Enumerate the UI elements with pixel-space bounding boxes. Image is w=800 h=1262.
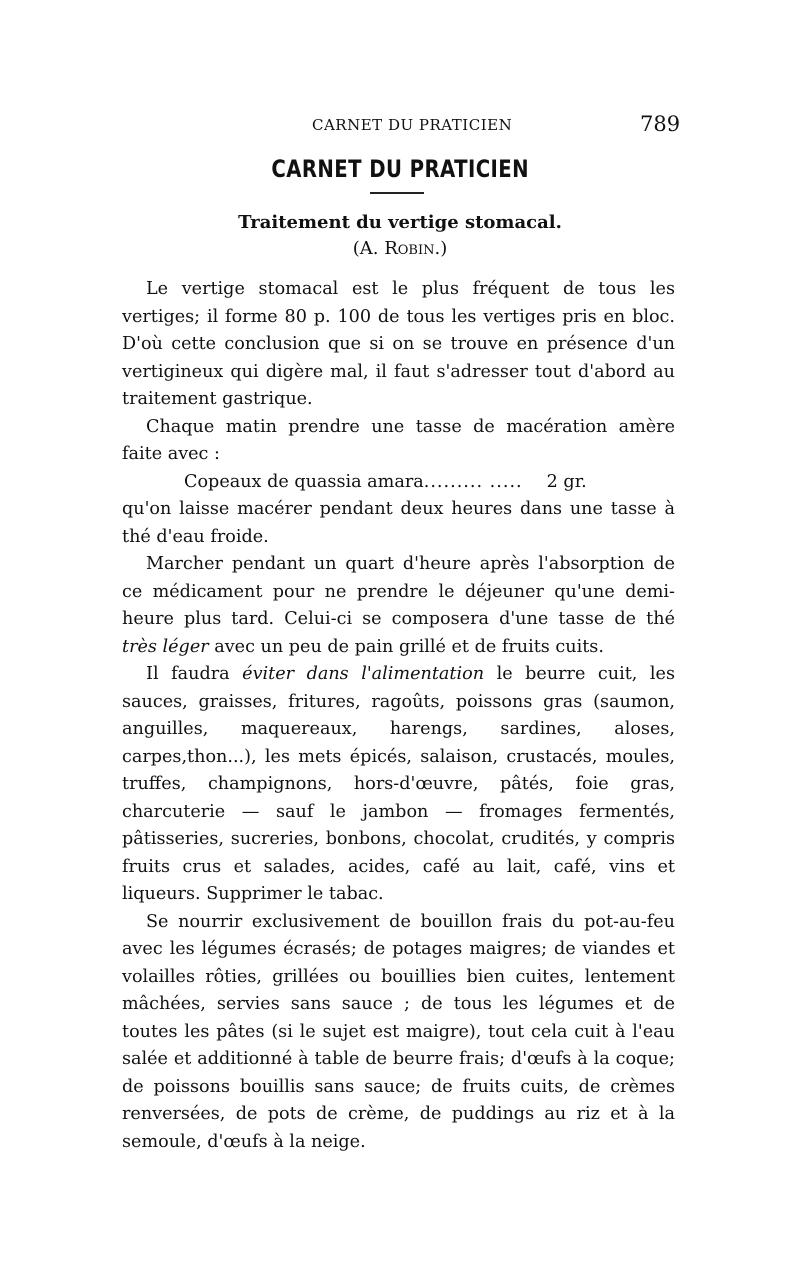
paragraph-walking <box>122 551 675 661</box>
recipe-ingredient: Copeaux de quassia amara <box>184 471 424 492</box>
paragraph-intro: Le vertige stomacal est le plus fréquent de tous les vertiges; il forme 80 p. 100 de tous les vertiges pris en bloc. D'où cette conclusion que si on se trouve en présence d'un vertigineux qui digère mal, il faut s'adresser tout d'abord au traitement gastrique. <box>122 279 675 409</box>
paragraph-avoid <box>122 661 675 909</box>
section-divider <box>370 192 424 194</box>
article-title: Traitement du vertige stomacal. <box>238 212 562 233</box>
recipe-leader-dots: ......... ..... <box>423 471 523 492</box>
avoid-text-a: Il faudra <box>146 664 243 684</box>
page-number: 789 <box>640 112 681 136</box>
author-name: Robin <box>384 238 435 259</box>
paragraph-morning: Chaque matin prendre une tasse de macération amère faite avec : <box>122 416 675 464</box>
running-head: CARNET DU PRATICIEN <box>312 116 513 134</box>
paragraph-diet: Se nourrir exclusivement de bouillon frais du pot-au-feu avec les légumes écrasés; de potages maigres; de viandes et volailles rôties, grillées ou bouillies bien cuites, lentement mâchées, servies sans sauce ; de tous les légumes et de toutes les pâtes (si le sujet est maigre), tout cela cuit à l'eau salée et additionné à table de beurre frais; d'œufs à la coque; de poissons bouillis sans sauce; de fruits cuits, de crèmes renversées, de pots de crème, de puddings au riz et à la semoule, d'œufs à la neige. <box>122 911 675 1152</box>
author-prefix: (A. <box>352 238 385 259</box>
section-title: CARNET DU PRATICIEN <box>271 155 530 183</box>
walking-emphasis: très léger <box>122 636 209 657</box>
article-author <box>0 238 800 259</box>
author-suffix: .) <box>434 238 448 259</box>
recipe-line <box>122 469 675 497</box>
avoid-emphasis: éviter dans l'alimentation <box>242 664 485 684</box>
recipe-quantity: 2 gr. <box>546 471 587 492</box>
walking-text-a: Marcher pendant un quart d'heure après l'absorption de ce médicament pour ne prendre le déjeuner qu'une demi-heure plus tard. Celui-ci se composera d'une tasse de thé <box>122 554 675 629</box>
walking-text-b: avec un peu de pain grillé et de fruits cuits. <box>208 636 604 657</box>
article-body <box>122 276 675 1156</box>
paragraph-maceration: qu'on laisse macérer pendant deux heures dans une tasse à thé d'eau froide. <box>122 499 675 547</box>
avoid-text-b: le beurre cuit, les sauces, graisses, fritures, ragoûts, poissons gras (saumon, anguilles, maquereaux, harengs, sardines, aloses, carpes,thon...), les mets épicés, salaison, crustacés, moules, truffes, champignons, hors-d'œuvre, pâtés, foie gras, charcuterie — sauf le jambon — fromages fermentés, pâtisseries, sucreries, bonbons, chocolat, crudités, y compris fruits crus et salades, acides, café au lait, café, vins et liqueurs. Supprimer le tabac. <box>122 664 675 904</box>
